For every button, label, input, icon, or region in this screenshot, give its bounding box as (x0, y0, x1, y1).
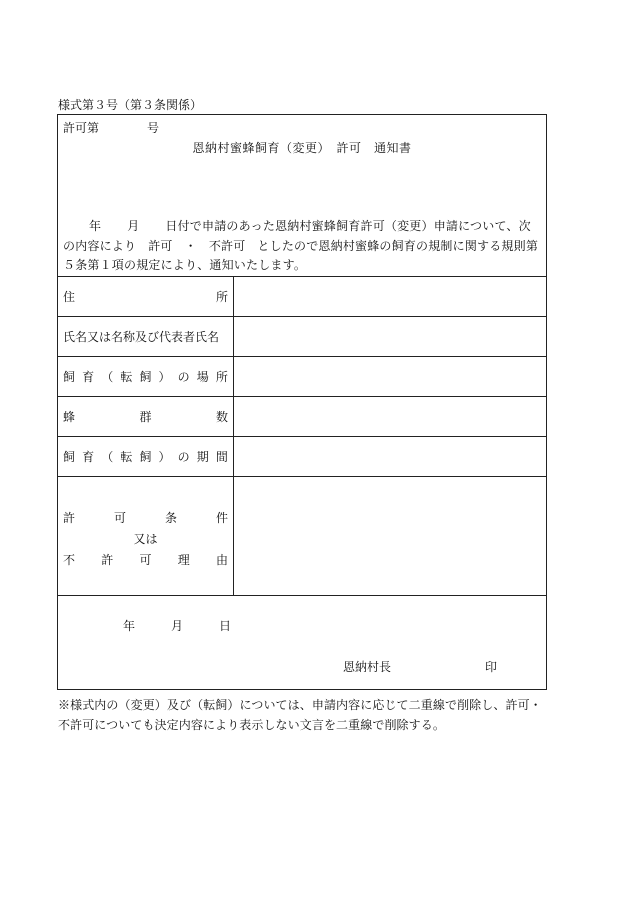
body-line2-start: の内容により (63, 238, 137, 253)
body-dot: ・ (184, 238, 197, 253)
body-not-permit: 不許可 (208, 238, 246, 253)
mayor-title: 恩納村長 (343, 660, 392, 674)
issue-date: 年 月 日 (123, 619, 232, 633)
notice-header (58, 115, 546, 276)
colonies-value[interactable] (234, 397, 547, 437)
address-label: 住 所 (58, 277, 234, 317)
place-label: 飼 育 （ 転 飼 ） の 場 所 (58, 357, 234, 397)
form-number-label: 様式第３号（第３条関係） (58, 98, 203, 112)
table-row (58, 317, 546, 357)
signature-line (343, 658, 497, 675)
conditions-label: 許 可 条 件 又は 不 許 可 理 由 (58, 477, 234, 597)
table-row (58, 437, 546, 477)
place-value[interactable] (234, 357, 547, 397)
permit-number-prefix: 許可第 (63, 121, 100, 135)
table-row (58, 357, 546, 397)
permit-number (63, 119, 159, 136)
colonies-label: 蜂 群 数 (58, 397, 234, 437)
body-line2-rest: としたので恩納村蜜蜂の飼育の規制に関する規則第 (257, 238, 539, 253)
name-value[interactable] (234, 317, 547, 357)
name-label: 氏名又は名称及び代表者氏名 (58, 317, 234, 357)
table-row (58, 477, 546, 597)
seal-mark: 印 (485, 660, 498, 674)
notice-footer (58, 595, 546, 690)
table-row (58, 397, 546, 437)
notice-form (57, 114, 547, 690)
notice-body (63, 217, 543, 276)
body-line3: ５条第１項の規定により、通知いたします。 (63, 258, 307, 272)
body-year: 年 (89, 219, 102, 233)
address-value[interactable] (234, 277, 547, 317)
details-table (58, 276, 546, 596)
document-title: 恩納村蜜蜂飼育（変更） 許可 通知書 (192, 141, 412, 155)
body-line1-rest: 日付で申請のあった恩納村蜜蜂飼育許可（変更）申請について、次 (165, 219, 531, 233)
or-label: 又は (133, 532, 158, 546)
body-permit: 許可 (148, 238, 173, 253)
footnote (58, 695, 558, 735)
permit-number-suffix: 号 (147, 121, 160, 135)
body-month: 月 (127, 219, 140, 233)
period-label: 飼 育 （ 転 飼 ） の 期 間 (58, 437, 234, 477)
footnote-line1: ※様式内の（変更）及び（転飼）については、申請内容に応じて二重線で削除し、許可・ (58, 698, 542, 712)
period-value[interactable] (234, 437, 547, 477)
footnote-line2: 不許可についても決定内容により表示しない文言を二重線で削除する。 (58, 718, 445, 732)
table-row (58, 277, 546, 317)
conditions-value[interactable] (234, 477, 547, 597)
